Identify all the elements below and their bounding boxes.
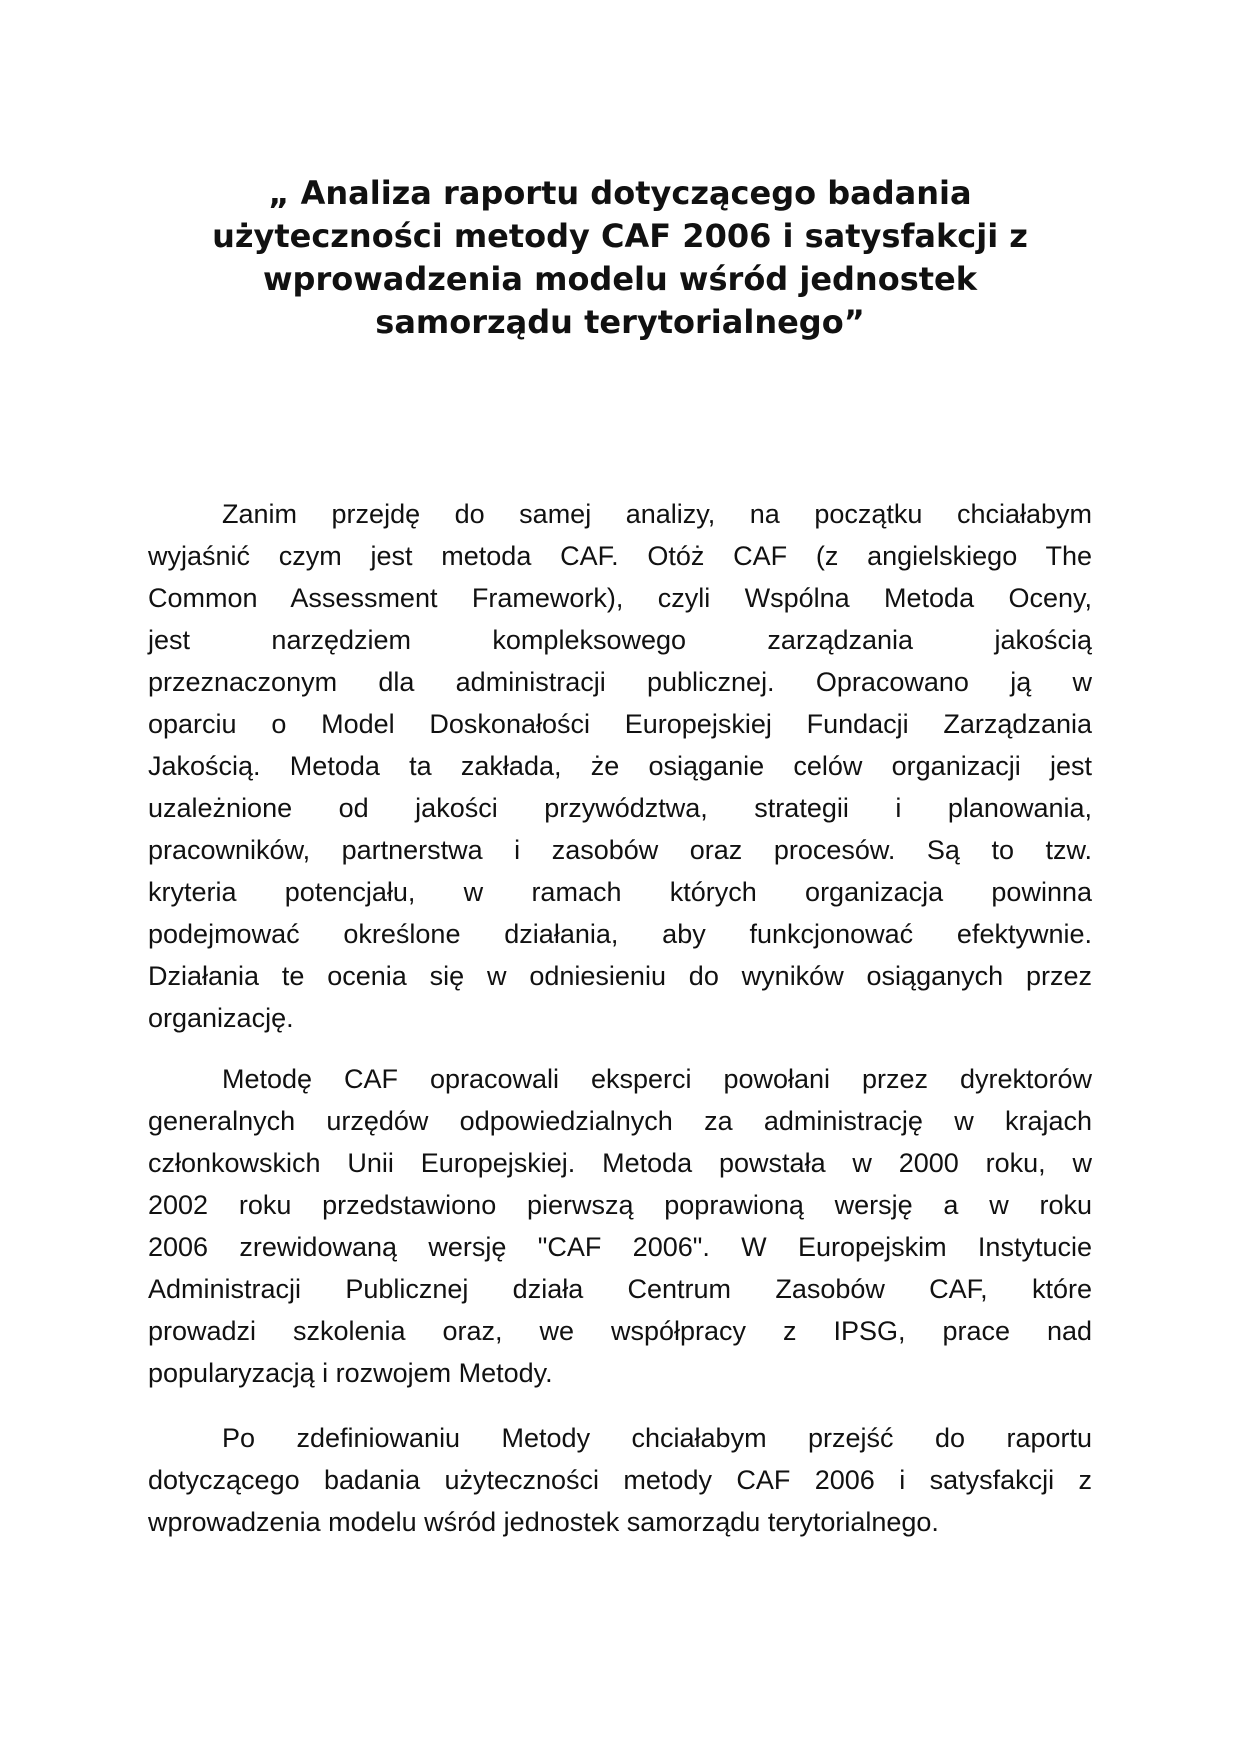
document-title <box>150 172 1090 344</box>
text-line: podejmować określone działania, aby funkcjonować efektywnie. <box>148 919 1092 949</box>
text-line: pracowników, partnerstwa i zasobów oraz procesów. Są to tzw. <box>148 835 1092 865</box>
text-line: Metodę CAF opracowali eksperci powołani przez dyrektorów <box>222 1064 1092 1094</box>
text-line: Common Assessment Framework), czyli Wspólna Metoda Oceny, <box>148 583 1092 613</box>
text-line: kryteria potencjału, w ramach których organizacja powinna <box>148 877 1092 907</box>
text-line: dotyczącego badania użyteczności metody CAF 2006 i satysfakcji z <box>148 1465 1092 1495</box>
text-line: Zanim przejdę do samej analizy, na początku chciałabym <box>222 499 1092 529</box>
text-line: uzależnione od jakości przywództwa, strategii i planowania, <box>148 793 1092 823</box>
text-line: 2002 roku przedstawiono pierwszą poprawioną wersję a w roku <box>148 1190 1092 1220</box>
text-line: prowadzi szkolenia oraz, we współpracy z IPSG, prace nad <box>148 1316 1092 1346</box>
paragraph-transition <box>148 1417 1092 1543</box>
text-line: organizację. <box>148 1003 294 1033</box>
text-line: Działania te ocenia się w odniesieniu do wyników osiąganych przez <box>148 961 1092 991</box>
text-line: jest narzędziem kompleksowego zarządzania jakością <box>148 625 1092 655</box>
text-line: popularyzacją i rozwojem Metody. <box>148 1358 553 1388</box>
text-line: wprowadzenia modelu wśród jednostek samorządu terytorialnego. <box>148 1507 939 1537</box>
title-line: „ Analiza raportu dotyczącego badania <box>268 174 972 212</box>
text-line: członkowskich Unii Europejskiej. Metoda powstała w 2000 roku, w <box>148 1148 1092 1178</box>
text-line: Administracji Publicznej działa Centrum Zasobów CAF, które <box>148 1274 1092 1304</box>
paragraph-caf-definition <box>148 493 1092 1039</box>
text-line: 2006 zrewidowaną wersję "CAF 2006". W Europejskim Instytucie <box>148 1232 1092 1262</box>
text-line: Jakością. Metoda ta zakłada, że osiąganie celów organizacji jest <box>148 751 1092 781</box>
text-line: Po zdefiniowaniu Metody chciałabym przejść do raportu <box>222 1423 1092 1453</box>
text-line: wyjaśnić czym jest metoda CAF. Otóż CAF (z angielskiego The <box>148 541 1092 571</box>
title-line: użyteczności metody CAF 2006 i satysfakcji z <box>212 217 1028 255</box>
paragraph-caf-history <box>148 1058 1092 1394</box>
text-line: generalnych urzędów odpowiedzialnych za administrację w krajach <box>148 1106 1092 1136</box>
title-line: wprowadzenia modelu wśród jednostek <box>262 260 978 298</box>
text-line: oparciu o Model Doskonałości Europejskiej Fundacji Zarządzania <box>148 709 1092 739</box>
title-line: samorządu terytorialnego” <box>375 303 865 341</box>
text-line: przeznaczonym dla administracji publicznej. Opracowano ją w <box>148 667 1092 697</box>
